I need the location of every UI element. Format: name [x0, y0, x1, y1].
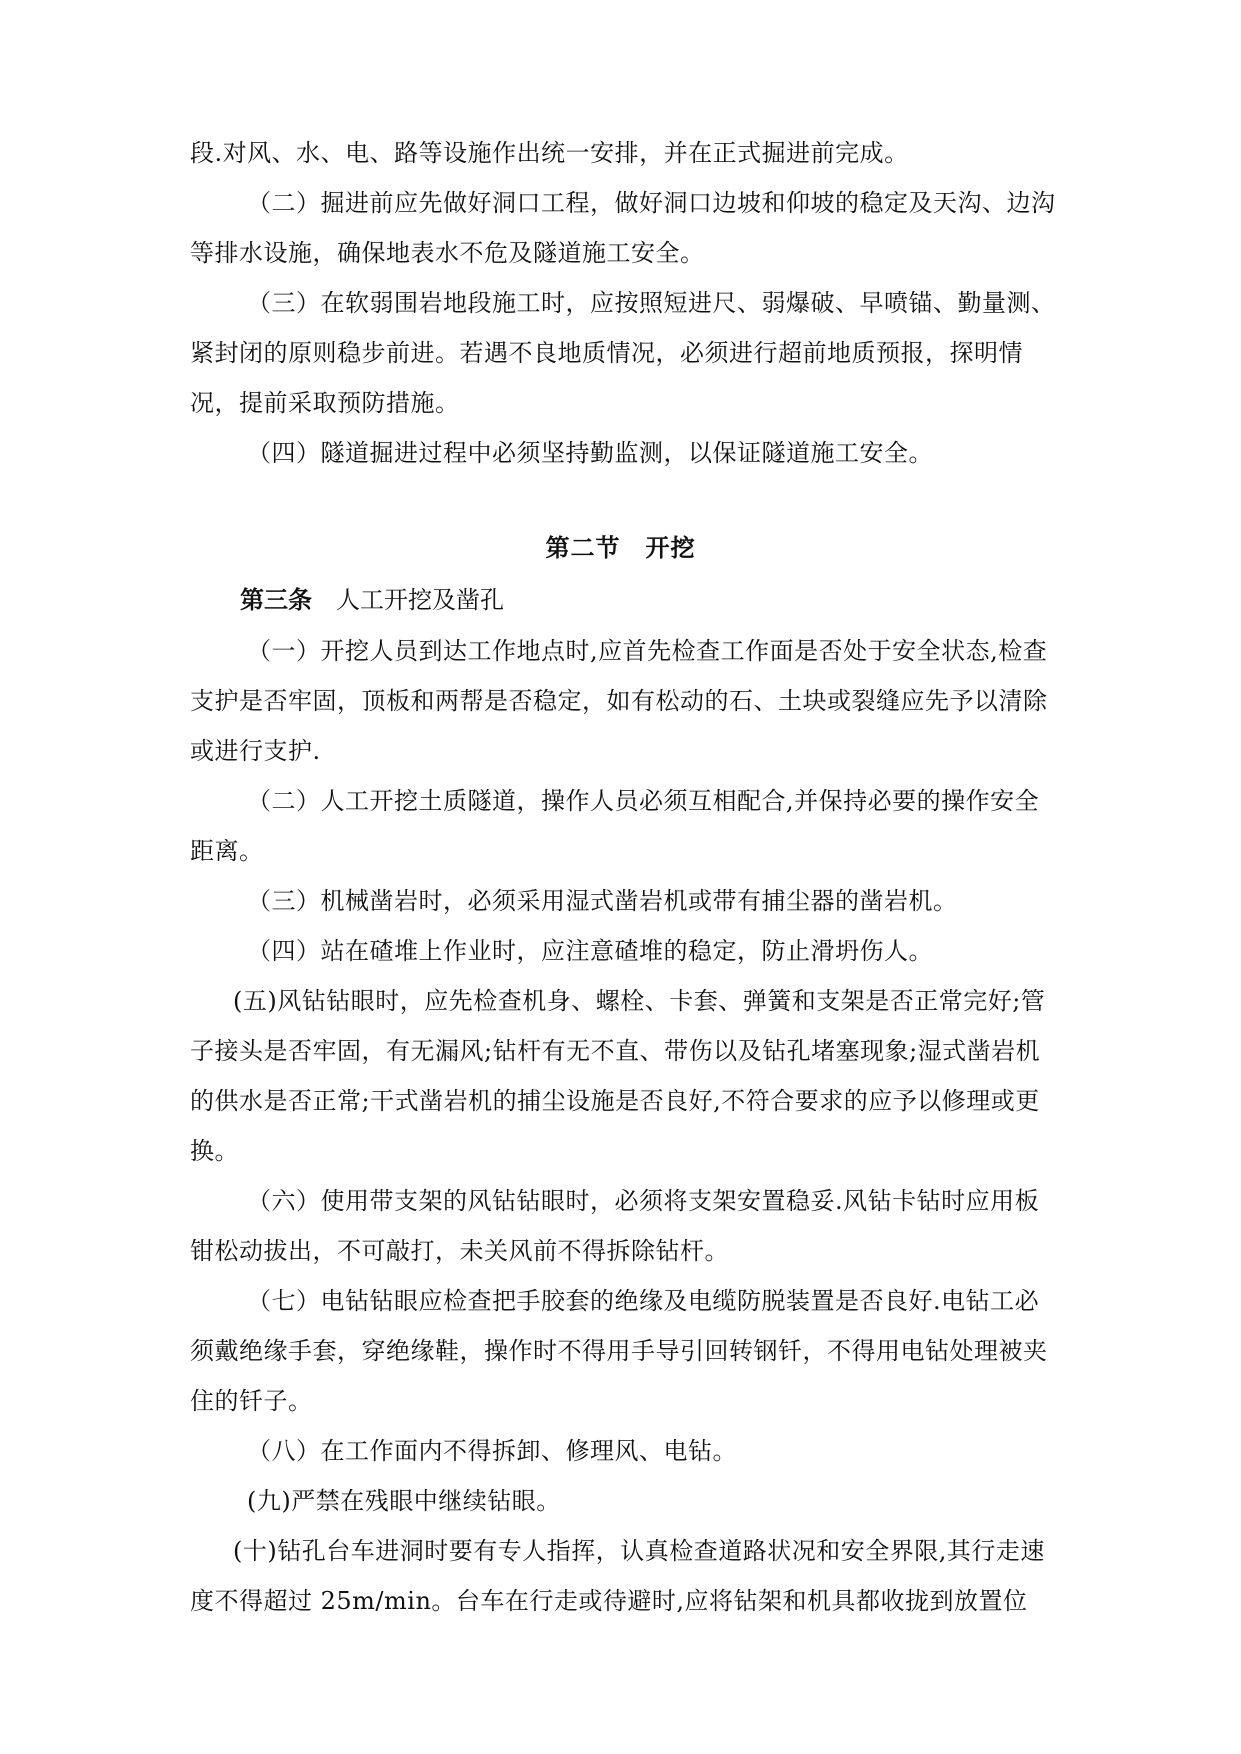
paragraph-article-6: （六）使用带支架的风钻钻眼时，必须将支架安置稳妥.风钻卡钻时应用板钳松动拔出，不可敲打，未关风前不得拆除钻杆。	[190, 1187, 1040, 1265]
paragraph-article-9: (九)严禁在残眼中继续钻眼。	[247, 1487, 561, 1515]
paragraph-item-4: （四）隧道掘进过程中必须坚持勤监测，以保证隧道施工安全。	[247, 439, 933, 467]
paragraph-article-2: （二）人工开挖土质隧道，操作人员必须互相配合,并保持必要的操作安全距离。	[190, 787, 1040, 865]
paragraph-intro-continuation: 段.对风、水、电、路等设施作出统一安排，并在正式掘进前完成。	[190, 139, 909, 167]
paragraph-article-1: （一）开挖人员到达工作地点时,应首先检查工作面是否处于安全状态,检查支护是否牢固，顶板和两帮是否稳定，如有松动的石、土块或裂缝应先予以清除或进行支护.	[190, 637, 1048, 765]
paragraph-article-3: （三）机械凿岩时，必须采用湿式凿岩机或带有捕尘器的凿岩机。	[247, 887, 958, 915]
paragraph-article-4: （四）站在碴堆上作业时，应注意碴堆的稳定，防止滑坍伤人。	[247, 937, 933, 965]
paragraph-article-7: （七）电钻钻眼应检查把手胶套的绝缘及电缆防脱装置是否良好.电钻工必须戴绝缘手套，穿绝缘鞋，操作时不得用手导引回转钢钎，不得用电钻处理被夹住的钎子。	[190, 1287, 1048, 1415]
paragraph-item-2: （二）掘进前应先做好洞口工程，做好洞口边坡和仰坡的稳定及天沟、边沟等排水设施，确保地表水不危及隧道施工安全。	[190, 189, 1056, 267]
article-title: 人工开挖及凿孔	[336, 586, 504, 614]
paragraph-article-5: (五)风钻钻眼时，应先检查机身、螺栓、卡套、弹簧和支架是否正常完好;管子接头是否牢固，有无漏风;钻杆有无不直、带伤以及钻孔堵塞现象;湿式凿岩机的供水是否正常;干式凿岩机的捕尘设施是否良好,不符合要求的应予以修理或更换。	[190, 987, 1046, 1165]
paragraph-article-10: (十)钻孔台车进洞时要有专人指挥，认真检查道路状况和安全界限,其行走速度不得超过 25m/min。台车在行走或待避时,应将钻架和机具都收拢到放置位	[190, 1537, 1045, 1615]
paragraph-item-3: （三）在软弱围岩地段施工时，应按照短进尺、弱爆破、早喷锚、勤量测、紧封闭的原则稳步前进。若遇不良地质情况，必须进行超前地质预报，探明情况，提前采取预防措施。	[190, 289, 1056, 417]
section-title: 第二节 开挖	[545, 534, 696, 562]
paragraph-article-8: （八）在工作面内不得拆卸、修理风、电钻。	[247, 1437, 737, 1465]
article-label: 第三条	[240, 586, 312, 614]
article-heading	[240, 575, 504, 625]
